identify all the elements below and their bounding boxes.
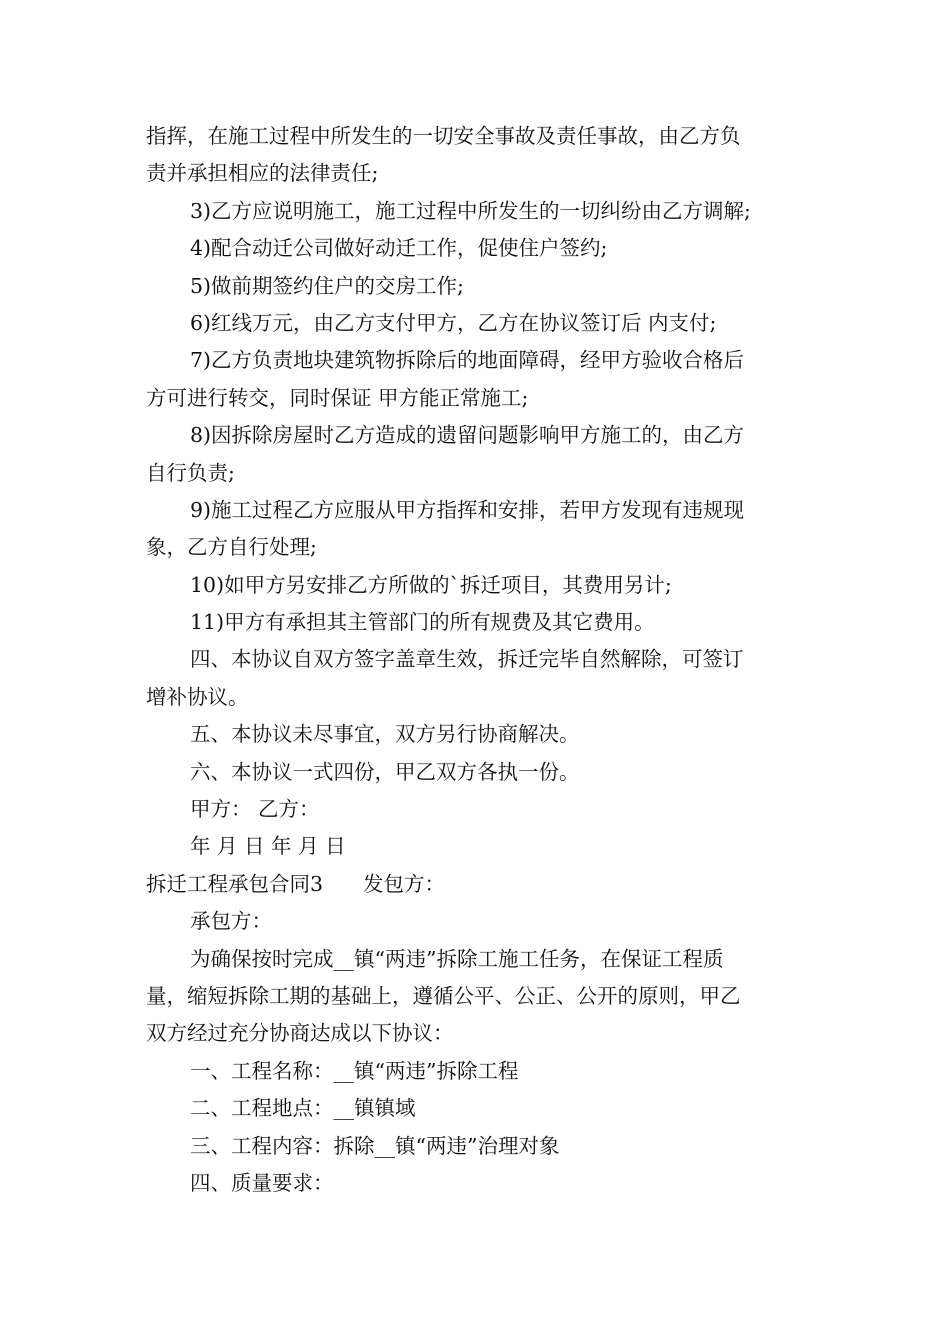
- list-item: 10)如甲方另安排乙方所做的`拆迁项目，其费用另计;: [190, 572, 672, 597]
- list-item: 5)做前期签约住户的交房工作;: [190, 273, 464, 298]
- list-item: 7)乙方负责地块建筑物拆除后的地面障碍，经甲方验收合格后: [190, 348, 745, 373]
- clause: 一、工程名称：__镇“两违”拆除工程: [190, 1058, 519, 1083]
- signature-dates: 年 月 日 年 月 日: [190, 834, 346, 859]
- list-item: 11)甲方有承担其主管部门的所有规费及其它费用。: [190, 610, 655, 635]
- list-item: 8)因拆除房屋时乙方造成的遗留问题影响甲方施工的，由乙方: [190, 423, 745, 448]
- clause: 四、本协议自双方签字盖章生效，拆迁完毕自然解除，可签订: [190, 647, 744, 672]
- paragraph-line: 增补协议。: [146, 684, 249, 709]
- contract-title: 拆迁工程承包合同3: [146, 871, 324, 896]
- paragraph-line: 量，缩短拆除工期的基础上，遵循公平、公正、公开的原则，甲乙: [146, 983, 741, 1008]
- clause: 三、工程内容：拆除__镇“两违”治理对象: [190, 1133, 560, 1158]
- contract-heading-row: [146, 866, 812, 903]
- paragraph-line: 自行负责;: [146, 460, 235, 485]
- paragraph-line: 责并承担相应的法律责任;: [146, 161, 379, 186]
- clause: 二、工程地点：__镇镇域: [190, 1096, 416, 1121]
- employer-label: 发包方：: [363, 871, 446, 896]
- paragraph-line: 为确保按时完成__镇“两违”拆除工施工任务，在保证工程质: [190, 946, 724, 971]
- clause: 四、质量要求：: [190, 1170, 334, 1195]
- clause: 六、本协议一式四份，甲乙双方各执一份。: [190, 759, 580, 784]
- paragraph-line: 指挥，在施工过程中所发生的一切安全事故及责任事故，由乙方负: [146, 124, 741, 148]
- list-item: 4)配合动迁公司做好动迁工作，促使住户签约;: [190, 236, 608, 261]
- paragraph-line: 象，乙方自行处理;: [146, 535, 317, 560]
- clause: 五、本协议未尽事宜，双方另行协商解决。: [190, 722, 580, 747]
- contractor-label: 承包方：: [190, 909, 272, 934]
- paragraph-line: 方可进行转交，同时保证 甲方能正常施工;: [146, 385, 529, 410]
- list-item: 6)红线万元，由乙方支付甲方，乙方在协议签订后 内支付;: [190, 310, 717, 335]
- list-item: 9)施工过程乙方应服从甲方指挥和安排，若甲方发现有违规现: [190, 497, 745, 522]
- signature-parties: 甲方： 乙方：: [190, 797, 320, 822]
- list-item: 3)乙方应说明施工，施工过程中所发生的一切纠纷由乙方调解;: [190, 198, 751, 223]
- paragraph-line: 双方经过充分协商达成以下协议：: [146, 1021, 454, 1046]
- document-body: [146, 118, 812, 1202]
